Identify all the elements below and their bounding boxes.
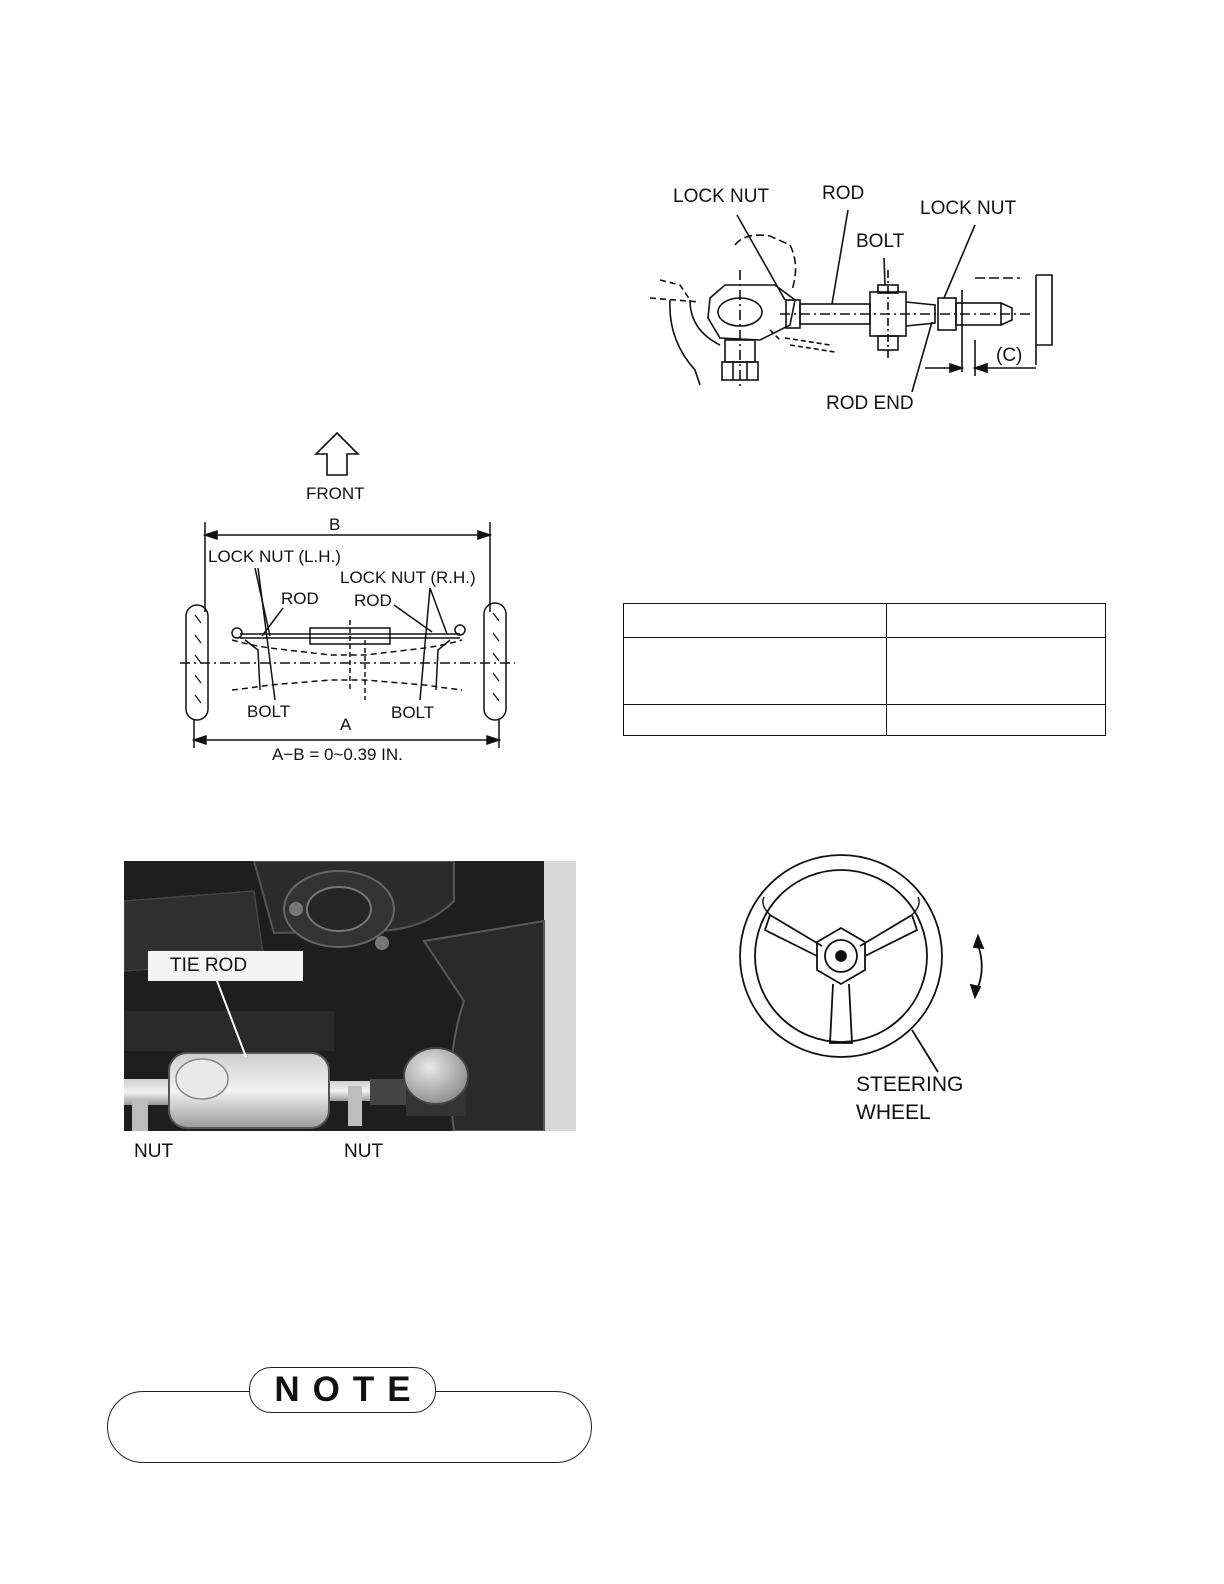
note-title: NOTE [249, 1367, 436, 1413]
lock-nut-lh-label: LOCK NUT (L.H.) [208, 547, 341, 566]
nut-right-label: NUT [344, 1141, 384, 1162]
rod-right-label: ROD [354, 591, 392, 610]
lock-nut-left-label: LOCK NUT [673, 186, 770, 207]
dim-a-label: A [340, 715, 352, 734]
front-label: FRONT [306, 484, 365, 503]
bolt-left-label: BOLT [247, 702, 291, 721]
bolt-right-label: BOLT [391, 703, 435, 722]
rod-label: ROD [822, 183, 865, 204]
steering-wheel-label-line2: WHEEL [856, 1101, 931, 1124]
nut-left-label-outer: NUT [134, 1141, 174, 1162]
dimension-c-label: (C) [996, 345, 1023, 366]
lock-nut-rh-label: LOCK NUT (R.H.) [340, 568, 476, 587]
lock-nut-right-label: LOCK NUT [920, 198, 1017, 219]
toe-formula: A−B = 0~0.39 IN. [272, 745, 403, 764]
steering-wheel-label-line1: STEERING [856, 1073, 964, 1096]
rod-left-label: ROD [281, 589, 319, 608]
tie-rod-label: TIE ROD [148, 951, 303, 981]
dim-b-label: B [329, 515, 341, 534]
rod-end-label: ROD END [826, 393, 914, 414]
bolt-label: BOLT [856, 231, 905, 252]
